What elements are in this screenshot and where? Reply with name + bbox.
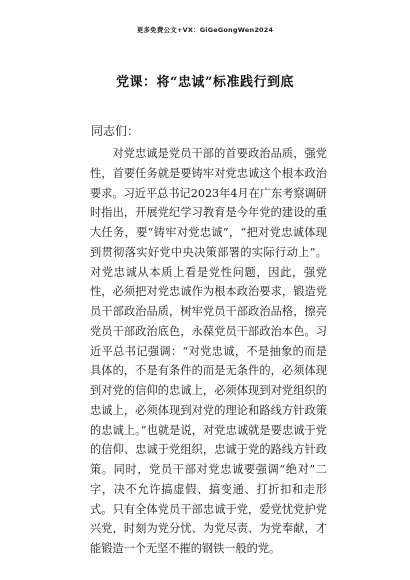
header-note: 更多免费公文+VX：GiGeGongWen2024 xyxy=(136,26,274,34)
body-text xyxy=(90,144,327,559)
page-title: 党课：将“忠诚”标准践行到底 xyxy=(116,75,294,90)
salutation: 同志们： xyxy=(91,124,140,138)
body-paragraph: 对党忠诚是党员干部的首要政治品质，强党性，首要任务就是要铸牢对党忠诚这个根本政治要求。习近平总书记2023年4月在广东考察调研时指出，开展党纪学习教育是今年党的建设的重大任务，要“铸牢对党忠诚”，“把对党忠诚体现到贯彻落实好党中央决策部署的实际行动上”。对党忠诚从本质上看是党性问题，因此，强党性，必须把对党忠诚作为根本政治要求，锻造党员干部政治品质，树牢党员干部政治品格，擦亮党员干部政治底色，永葆党员干部政治本色。习近平总书记强调：“对党忠诚，不是抽象的而是具体的，不是有条件的而是无条件的，必须体现到对党的信仰的忠诚上，必须体现到对党组织的忠诚上，必须体现到对党的理论和路线方针政策的忠诚上。”也就是说，对党忠诚就是要忠诚于党的信仰、忠诚于党组织，忠诚于党的路线方针政策。同时，党员干部对党忠诚要强调“绝对”二字，决不允许搞虚假、搞变通、打折扣和走形式。只有全体党员干部忠诚于党，爱党忧党护党兴党，时刻为党分忧、为党尽责、为党奉献，才能锻造一个无坚不摧的钢铁一般的党。 xyxy=(90,147,327,555)
